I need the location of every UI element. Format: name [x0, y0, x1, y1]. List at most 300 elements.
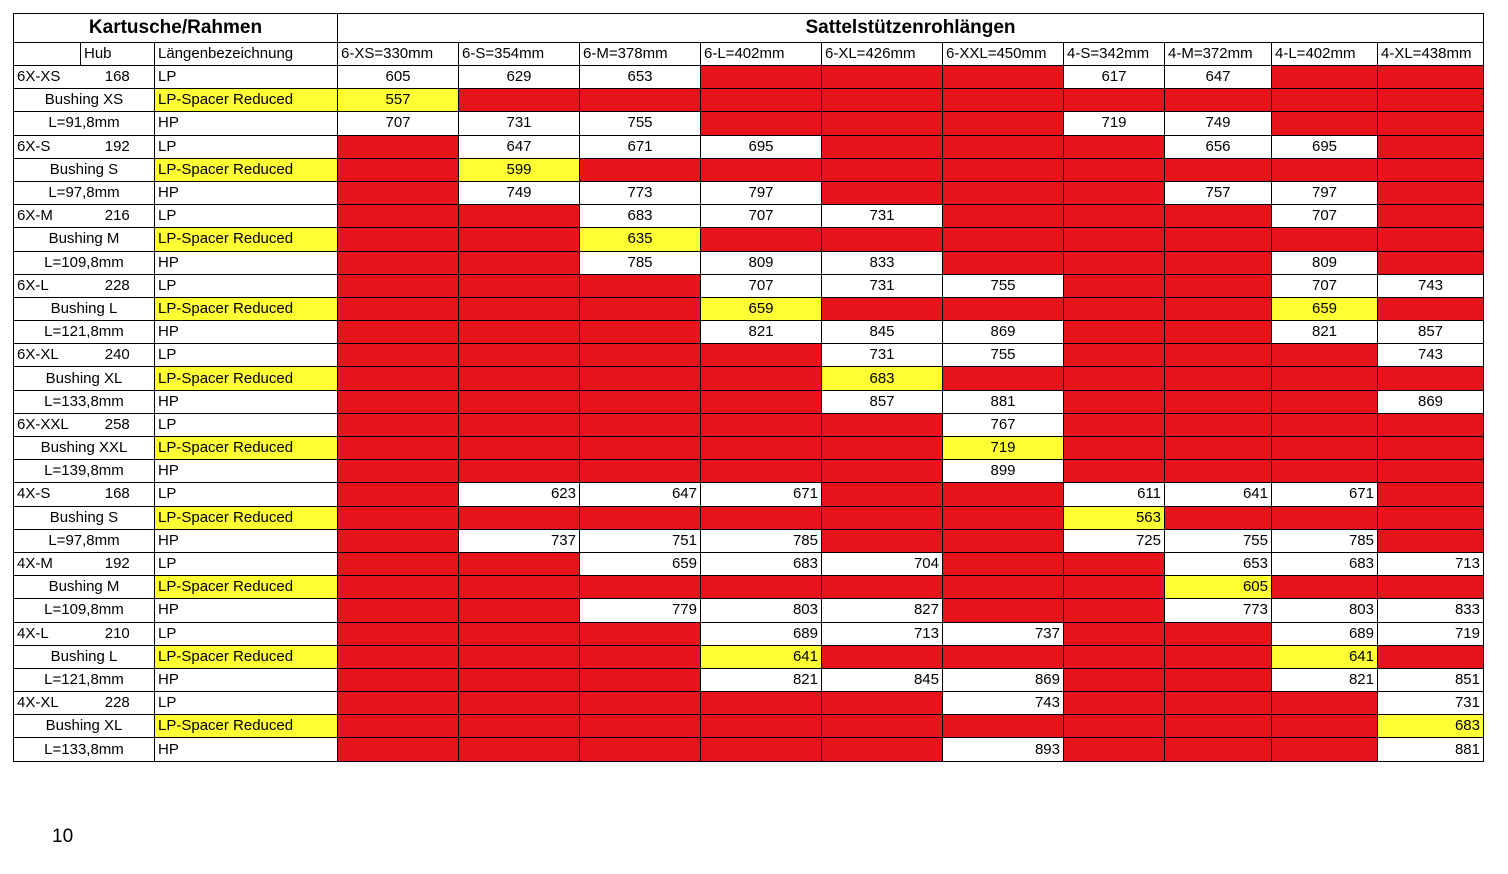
unavailable-cell: [701, 367, 822, 390]
unavailable-cell: [459, 692, 580, 715]
length-type: LP: [155, 135, 338, 158]
table-row: [14, 344, 1484, 367]
seatpost-lengths-header: Sattelstützenrohlängen: [338, 14, 1484, 43]
unavailable-cell: [701, 66, 822, 89]
length-value: 755: [1165, 529, 1272, 552]
unavailable-cell: [1272, 692, 1378, 715]
length-value: 845: [822, 321, 943, 344]
unavailable-cell: [1165, 274, 1272, 297]
size-column-header: 4-XL=438mm: [1378, 43, 1484, 66]
bushing-length: L=121,8mm: [14, 668, 155, 691]
unavailable-cell: [1165, 715, 1272, 738]
unavailable-cell: [459, 344, 580, 367]
unavailable-cell: [1378, 205, 1484, 228]
unavailable-cell: [1165, 205, 1272, 228]
length-value: 749: [459, 181, 580, 204]
unavailable-cell: [1064, 344, 1165, 367]
length-value: 713: [1378, 552, 1484, 575]
cartridge-frame-header: Kartusche/Rahmen: [14, 14, 338, 43]
length-value: 695: [701, 135, 822, 158]
unavailable-cell: [1064, 205, 1165, 228]
bushing-length: L=97,8mm: [14, 529, 155, 552]
length-value: 773: [1165, 599, 1272, 622]
length-type: LP: [155, 552, 338, 575]
length-type: LP: [155, 274, 338, 297]
column-header-row: [14, 43, 1484, 66]
hub-value: 192: [81, 552, 155, 575]
unavailable-cell: [338, 692, 459, 715]
bushing-length: L=133,8mm: [14, 390, 155, 413]
unavailable-cell: [1064, 135, 1165, 158]
length-value: 785: [580, 251, 701, 274]
unavailable-cell: [459, 228, 580, 251]
unavailable-cell: [1272, 344, 1378, 367]
unavailable-cell: [580, 321, 701, 344]
unavailable-cell: [1165, 158, 1272, 181]
length-type: LP-Spacer Reduced: [155, 506, 338, 529]
unavailable-cell: [1064, 738, 1165, 761]
unavailable-cell: [1272, 228, 1378, 251]
unavailable-cell: [338, 297, 459, 320]
unavailable-cell: [943, 181, 1064, 204]
table-row: [14, 437, 1484, 460]
unavailable-cell: [822, 89, 943, 112]
unavailable-cell: [1272, 390, 1378, 413]
length-value: 737: [943, 622, 1064, 645]
model-name: 4X-S: [14, 483, 81, 506]
bushing-name: Bushing L: [14, 297, 155, 320]
unavailable-cell: [459, 460, 580, 483]
length-value: 821: [701, 321, 822, 344]
length-value: 671: [701, 483, 822, 506]
unavailable-cell: [1378, 413, 1484, 436]
unavailable-cell: [1064, 89, 1165, 112]
length-value: 647: [459, 135, 580, 158]
table-row: [14, 715, 1484, 738]
unavailable-cell: [1378, 437, 1484, 460]
length-type: LP-Spacer Reduced: [155, 158, 338, 181]
unavailable-cell: [822, 297, 943, 320]
unavailable-cell: [1165, 390, 1272, 413]
unavailable-cell: [1378, 181, 1484, 204]
unavailable-cell: [580, 506, 701, 529]
unavailable-cell: [459, 645, 580, 668]
unavailable-cell: [822, 715, 943, 738]
unavailable-cell: [1064, 390, 1165, 413]
table-row: [14, 66, 1484, 89]
size-column-header: 6-M=378mm: [580, 43, 701, 66]
size-column-header: 6-L=402mm: [701, 43, 822, 66]
model-name: 4X-L: [14, 622, 81, 645]
unavailable-cell: [459, 89, 580, 112]
unavailable-cell: [1272, 576, 1378, 599]
unavailable-cell: [1378, 645, 1484, 668]
empty-header-cell: [14, 43, 81, 66]
length-value: 809: [1272, 251, 1378, 274]
table-row: [14, 413, 1484, 436]
unavailable-cell: [459, 437, 580, 460]
unavailable-cell: [1165, 622, 1272, 645]
length-value: 803: [1272, 599, 1378, 622]
bushing-name: Bushing M: [14, 576, 155, 599]
length-value: 641: [1272, 645, 1378, 668]
unavailable-cell: [338, 413, 459, 436]
unavailable-cell: [580, 89, 701, 112]
unavailable-cell: [943, 89, 1064, 112]
length-type: HP: [155, 529, 338, 552]
size-column-header: 4-L=402mm: [1272, 43, 1378, 66]
table-row: [14, 692, 1484, 715]
unavailable-cell: [1165, 251, 1272, 274]
model-name: 6X-XL: [14, 344, 81, 367]
unavailable-cell: [580, 390, 701, 413]
unavailable-cell: [459, 506, 580, 529]
unavailable-cell: [1064, 622, 1165, 645]
unavailable-cell: [1064, 460, 1165, 483]
table-row: [14, 483, 1484, 506]
table-row: [14, 112, 1484, 135]
size-column-header: 4-S=342mm: [1064, 43, 1165, 66]
unavailable-cell: [338, 552, 459, 575]
unavailable-cell: [1165, 668, 1272, 691]
model-name: 6X-XXL: [14, 413, 81, 436]
unavailable-cell: [580, 622, 701, 645]
unavailable-cell: [580, 645, 701, 668]
length-value: 751: [580, 529, 701, 552]
length-value: 653: [580, 66, 701, 89]
unavailable-cell: [943, 158, 1064, 181]
length-type: HP: [155, 321, 338, 344]
unavailable-cell: [338, 599, 459, 622]
hub-value: 258: [81, 413, 155, 436]
length-value: 821: [701, 668, 822, 691]
length-value: 707: [1272, 274, 1378, 297]
unavailable-cell: [580, 297, 701, 320]
hub-value: 168: [81, 483, 155, 506]
length-value: 731: [822, 344, 943, 367]
unavailable-cell: [822, 692, 943, 715]
table-row: [14, 506, 1484, 529]
unavailable-cell: [822, 112, 943, 135]
unavailable-cell: [701, 112, 822, 135]
length-value: 755: [580, 112, 701, 135]
unavailable-cell: [822, 645, 943, 668]
length-value: 605: [1165, 576, 1272, 599]
unavailable-cell: [338, 135, 459, 158]
unavailable-cell: [701, 158, 822, 181]
length-value: 737: [459, 529, 580, 552]
length-value: 659: [701, 297, 822, 320]
unavailable-cell: [338, 274, 459, 297]
unavailable-cell: [1272, 413, 1378, 436]
unavailable-cell: [1064, 228, 1165, 251]
unavailable-cell: [1064, 367, 1165, 390]
hub-header: Hub: [81, 43, 155, 66]
length-value: 881: [1378, 738, 1484, 761]
unavailable-cell: [943, 112, 1064, 135]
table-row: [14, 181, 1484, 204]
unavailable-cell: [338, 529, 459, 552]
unavailable-cell: [1272, 112, 1378, 135]
table-row: [14, 529, 1484, 552]
unavailable-cell: [1064, 715, 1165, 738]
length-value: 656: [1165, 135, 1272, 158]
unavailable-cell: [459, 251, 580, 274]
length-type: HP: [155, 251, 338, 274]
length-value: 785: [701, 529, 822, 552]
hub-value: 192: [81, 135, 155, 158]
unavailable-cell: [1064, 274, 1165, 297]
bushing-length: L=109,8mm: [14, 599, 155, 622]
seatpost-length-table: [13, 13, 1484, 762]
length-type: HP: [155, 668, 338, 691]
length-value: 563: [1064, 506, 1165, 529]
length-value: 707: [701, 205, 822, 228]
unavailable-cell: [822, 483, 943, 506]
length-value: 869: [1378, 390, 1484, 413]
table-row: [14, 599, 1484, 622]
unavailable-cell: [943, 599, 1064, 622]
table-row: [14, 645, 1484, 668]
unavailable-cell: [459, 274, 580, 297]
unavailable-cell: [1064, 251, 1165, 274]
unavailable-cell: [338, 321, 459, 344]
length-value: 659: [580, 552, 701, 575]
length-value: 899: [943, 460, 1064, 483]
length-value: 821: [1272, 668, 1378, 691]
unavailable-cell: [580, 738, 701, 761]
unavailable-cell: [338, 622, 459, 645]
table-body: [14, 66, 1484, 762]
length-value: 731: [459, 112, 580, 135]
unavailable-cell: [701, 390, 822, 413]
unavailable-cell: [701, 715, 822, 738]
length-value: 833: [1378, 599, 1484, 622]
hub-value: 216: [81, 205, 155, 228]
length-value: 704: [822, 552, 943, 575]
length-type: LP-Spacer Reduced: [155, 89, 338, 112]
length-type: LP: [155, 413, 338, 436]
unavailable-cell: [701, 460, 822, 483]
unavailable-cell: [943, 483, 1064, 506]
unavailable-cell: [459, 576, 580, 599]
length-value: 629: [459, 66, 580, 89]
unavailable-cell: [1272, 506, 1378, 529]
length-value: 689: [701, 622, 822, 645]
size-column-header: 6-XL=426mm: [822, 43, 943, 66]
unavailable-cell: [338, 576, 459, 599]
hub-value: 210: [81, 622, 155, 645]
length-value: 755: [943, 344, 1064, 367]
unavailable-cell: [459, 738, 580, 761]
length-value: 599: [459, 158, 580, 181]
unavailable-cell: [580, 668, 701, 691]
unavailable-cell: [943, 228, 1064, 251]
length-type: HP: [155, 738, 338, 761]
unavailable-cell: [1378, 251, 1484, 274]
unavailable-cell: [580, 715, 701, 738]
table-row: [14, 738, 1484, 761]
length-value: 797: [1272, 181, 1378, 204]
length-value: 827: [822, 599, 943, 622]
unavailable-cell: [338, 344, 459, 367]
unavailable-cell: [1378, 89, 1484, 112]
unavailable-cell: [701, 692, 822, 715]
length-type: HP: [155, 599, 338, 622]
model-name: 4X-XL: [14, 692, 81, 715]
length-value: 809: [701, 251, 822, 274]
unavailable-cell: [1272, 66, 1378, 89]
unavailable-cell: [580, 158, 701, 181]
length-value: 641: [701, 645, 822, 668]
model-name: 6X-XS: [14, 66, 81, 89]
unavailable-cell: [701, 576, 822, 599]
unavailable-cell: [1272, 715, 1378, 738]
size-column-header: 6-XXL=450mm: [943, 43, 1064, 66]
unavailable-cell: [701, 344, 822, 367]
model-name: 6X-S: [14, 135, 81, 158]
unavailable-cell: [822, 738, 943, 761]
unavailable-cell: [338, 668, 459, 691]
unavailable-cell: [1378, 506, 1484, 529]
length-value: 767: [943, 413, 1064, 436]
length-value: 683: [580, 205, 701, 228]
length-value: 617: [1064, 66, 1165, 89]
length-type: LP-Spacer Reduced: [155, 228, 338, 251]
hub-value: 168: [81, 66, 155, 89]
model-name: 4X-M: [14, 552, 81, 575]
unavailable-cell: [338, 228, 459, 251]
table-row: [14, 390, 1484, 413]
unavailable-cell: [338, 181, 459, 204]
unavailable-cell: [459, 390, 580, 413]
unavailable-cell: [943, 645, 1064, 668]
unavailable-cell: [1165, 738, 1272, 761]
unavailable-cell: [943, 367, 1064, 390]
unavailable-cell: [1165, 297, 1272, 320]
length-type: HP: [155, 390, 338, 413]
unavailable-cell: [459, 599, 580, 622]
unavailable-cell: [1378, 158, 1484, 181]
unavailable-cell: [459, 715, 580, 738]
length-type: LP: [155, 622, 338, 645]
unavailable-cell: [580, 274, 701, 297]
length-type: HP: [155, 112, 338, 135]
unavailable-cell: [1272, 460, 1378, 483]
unavailable-cell: [1378, 576, 1484, 599]
bushing-name: Bushing S: [14, 158, 155, 181]
unavailable-cell: [1378, 367, 1484, 390]
unavailable-cell: [580, 437, 701, 460]
model-name: 6X-M: [14, 205, 81, 228]
unavailable-cell: [338, 738, 459, 761]
unavailable-cell: [822, 460, 943, 483]
length-value: 557: [338, 89, 459, 112]
length-value: 683: [701, 552, 822, 575]
unavailable-cell: [338, 645, 459, 668]
unavailable-cell: [338, 437, 459, 460]
length-value: 797: [701, 181, 822, 204]
length-value: 803: [701, 599, 822, 622]
unavailable-cell: [580, 460, 701, 483]
unavailable-cell: [580, 692, 701, 715]
length-value: 851: [1378, 668, 1484, 691]
unavailable-cell: [943, 529, 1064, 552]
length-value: 743: [943, 692, 1064, 715]
unavailable-cell: [1165, 413, 1272, 436]
bushing-name: Bushing S: [14, 506, 155, 529]
table-row: [14, 321, 1484, 344]
length-type: LP-Spacer Reduced: [155, 437, 338, 460]
unavailable-cell: [1272, 367, 1378, 390]
length-value: 683: [1272, 552, 1378, 575]
unavailable-cell: [943, 135, 1064, 158]
table-row: [14, 460, 1484, 483]
unavailable-cell: [1064, 576, 1165, 599]
unavailable-cell: [1378, 228, 1484, 251]
length-type: LP: [155, 66, 338, 89]
unavailable-cell: [701, 413, 822, 436]
unavailable-cell: [1272, 437, 1378, 460]
unavailable-cell: [459, 552, 580, 575]
length-value: 743: [1378, 344, 1484, 367]
length-type: HP: [155, 460, 338, 483]
unavailable-cell: [580, 576, 701, 599]
unavailable-cell: [1064, 552, 1165, 575]
length-type: LP: [155, 205, 338, 228]
unavailable-cell: [943, 205, 1064, 228]
length-value: 719: [1064, 112, 1165, 135]
unavailable-cell: [338, 390, 459, 413]
length-value: 713: [822, 622, 943, 645]
page-number: 10: [52, 826, 74, 847]
unavailable-cell: [1165, 692, 1272, 715]
length-designation-header: Längenbezeichnung: [155, 43, 338, 66]
length-value: 757: [1165, 181, 1272, 204]
size-column-header: 6-S=354mm: [459, 43, 580, 66]
size-column-header: 6-XS=330mm: [338, 43, 459, 66]
unavailable-cell: [1064, 599, 1165, 622]
length-type: LP-Spacer Reduced: [155, 297, 338, 320]
length-value: 731: [822, 205, 943, 228]
length-value: 635: [580, 228, 701, 251]
unavailable-cell: [943, 506, 1064, 529]
unavailable-cell: [1064, 692, 1165, 715]
unavailable-cell: [1378, 135, 1484, 158]
unavailable-cell: [943, 576, 1064, 599]
length-value: 755: [943, 274, 1064, 297]
unavailable-cell: [822, 228, 943, 251]
unavailable-cell: [822, 413, 943, 436]
length-value: 695: [1272, 135, 1378, 158]
model-name: 6X-L: [14, 274, 81, 297]
unavailable-cell: [1165, 89, 1272, 112]
length-value: 833: [822, 251, 943, 274]
unavailable-cell: [1165, 506, 1272, 529]
length-value: 731: [1378, 692, 1484, 715]
table-row: [14, 89, 1484, 112]
length-value: 623: [459, 483, 580, 506]
unavailable-cell: [943, 715, 1064, 738]
unavailable-cell: [1064, 297, 1165, 320]
unavailable-cell: [822, 576, 943, 599]
unavailable-cell: [338, 483, 459, 506]
unavailable-cell: [1378, 460, 1484, 483]
bushing-name: Bushing XL: [14, 367, 155, 390]
unavailable-cell: [459, 668, 580, 691]
length-value: 857: [822, 390, 943, 413]
unavailable-cell: [701, 506, 822, 529]
